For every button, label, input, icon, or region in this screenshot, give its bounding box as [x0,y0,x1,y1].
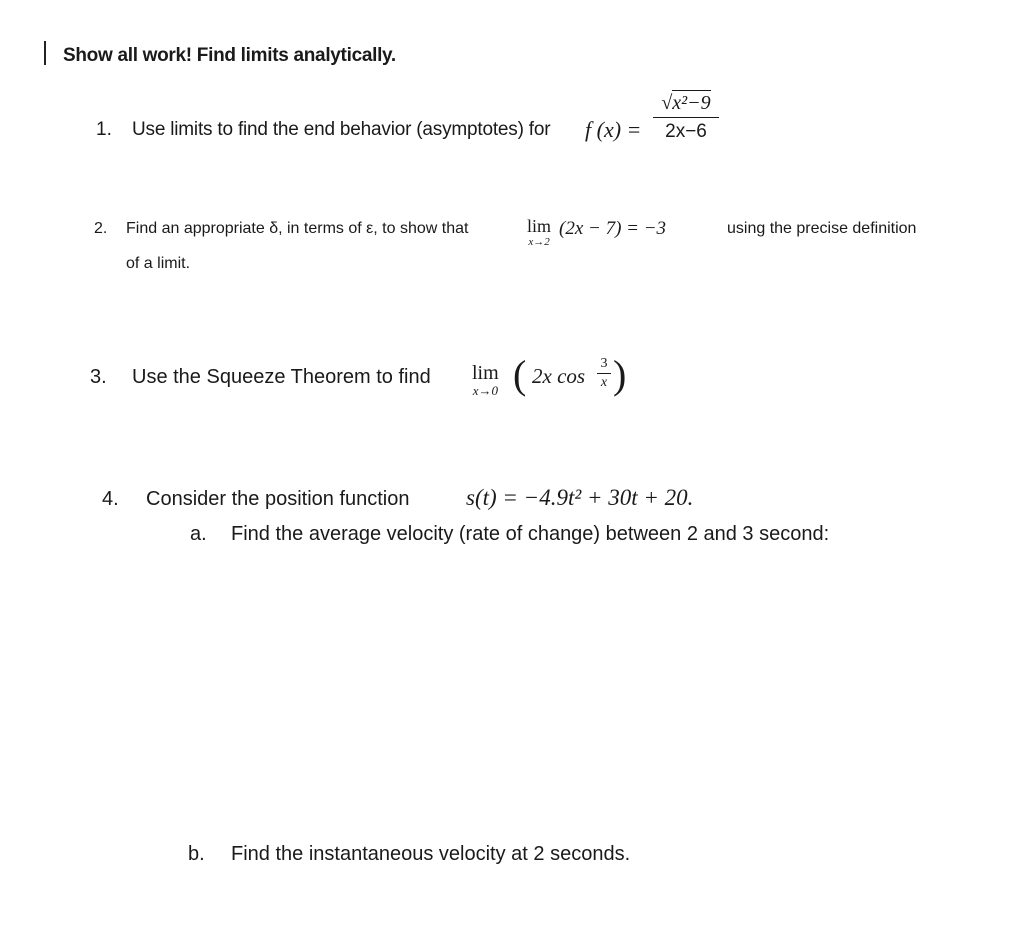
function-name: f (x) = [585,117,642,142]
problem-number: 2. [94,220,108,237]
lim-subscript: x→0 [472,383,498,398]
part-b-text: Find the instantaneous velocity at 2 seconds. [231,843,631,865]
problem-number: 4. [102,488,119,510]
problem-text: Use the Squeeze Theorem to find [132,366,431,388]
problem-number: 3. [90,366,107,388]
part-a-text: Find the average velocity (rate of change) between 2 and 3 second: [231,523,830,545]
part-b-label: b. [188,843,205,865]
part-a-label: a. [190,523,207,545]
problem-text: Find an appropriate δ, in terms of ε, to show that [126,220,469,237]
problem-number: 1. [96,119,112,140]
limit-operator [472,362,499,398]
radicand: x²−9 [672,92,711,114]
problem-text: Use limits to find the end behavior (asymptotes) for [132,119,551,140]
lim-subscript: x→2 [528,236,550,248]
right-parenthesis: ) [613,352,627,397]
position-function: s(t) = −4.9t² + 30t + 20. [466,485,694,510]
fraction [597,356,611,391]
lim-word: lim [472,362,499,384]
problem-text-line2: of a limit. [126,255,191,272]
limit-operator [527,216,551,248]
fraction-denominator: x [600,375,608,390]
fraction-numerator: √x²−9 [661,92,711,114]
limit-expression: 2x cos [532,364,586,388]
problem-text-continued: using the precise definition [727,220,917,237]
text-cursor [44,41,46,65]
fraction-denominator: 2x−6 [665,121,707,142]
fraction-bar [653,117,719,118]
left-parenthesis: ( [513,352,527,397]
limit-expression: (2x − 7) = −3 [559,218,667,239]
fraction-numerator: 3 [600,356,608,371]
fraction [653,91,719,143]
page-title: Show all work! Find limits analytically. [63,45,396,66]
problem-text: Consider the position function [146,488,410,510]
fraction-bar [597,373,611,374]
lim-word: lim [527,216,552,236]
